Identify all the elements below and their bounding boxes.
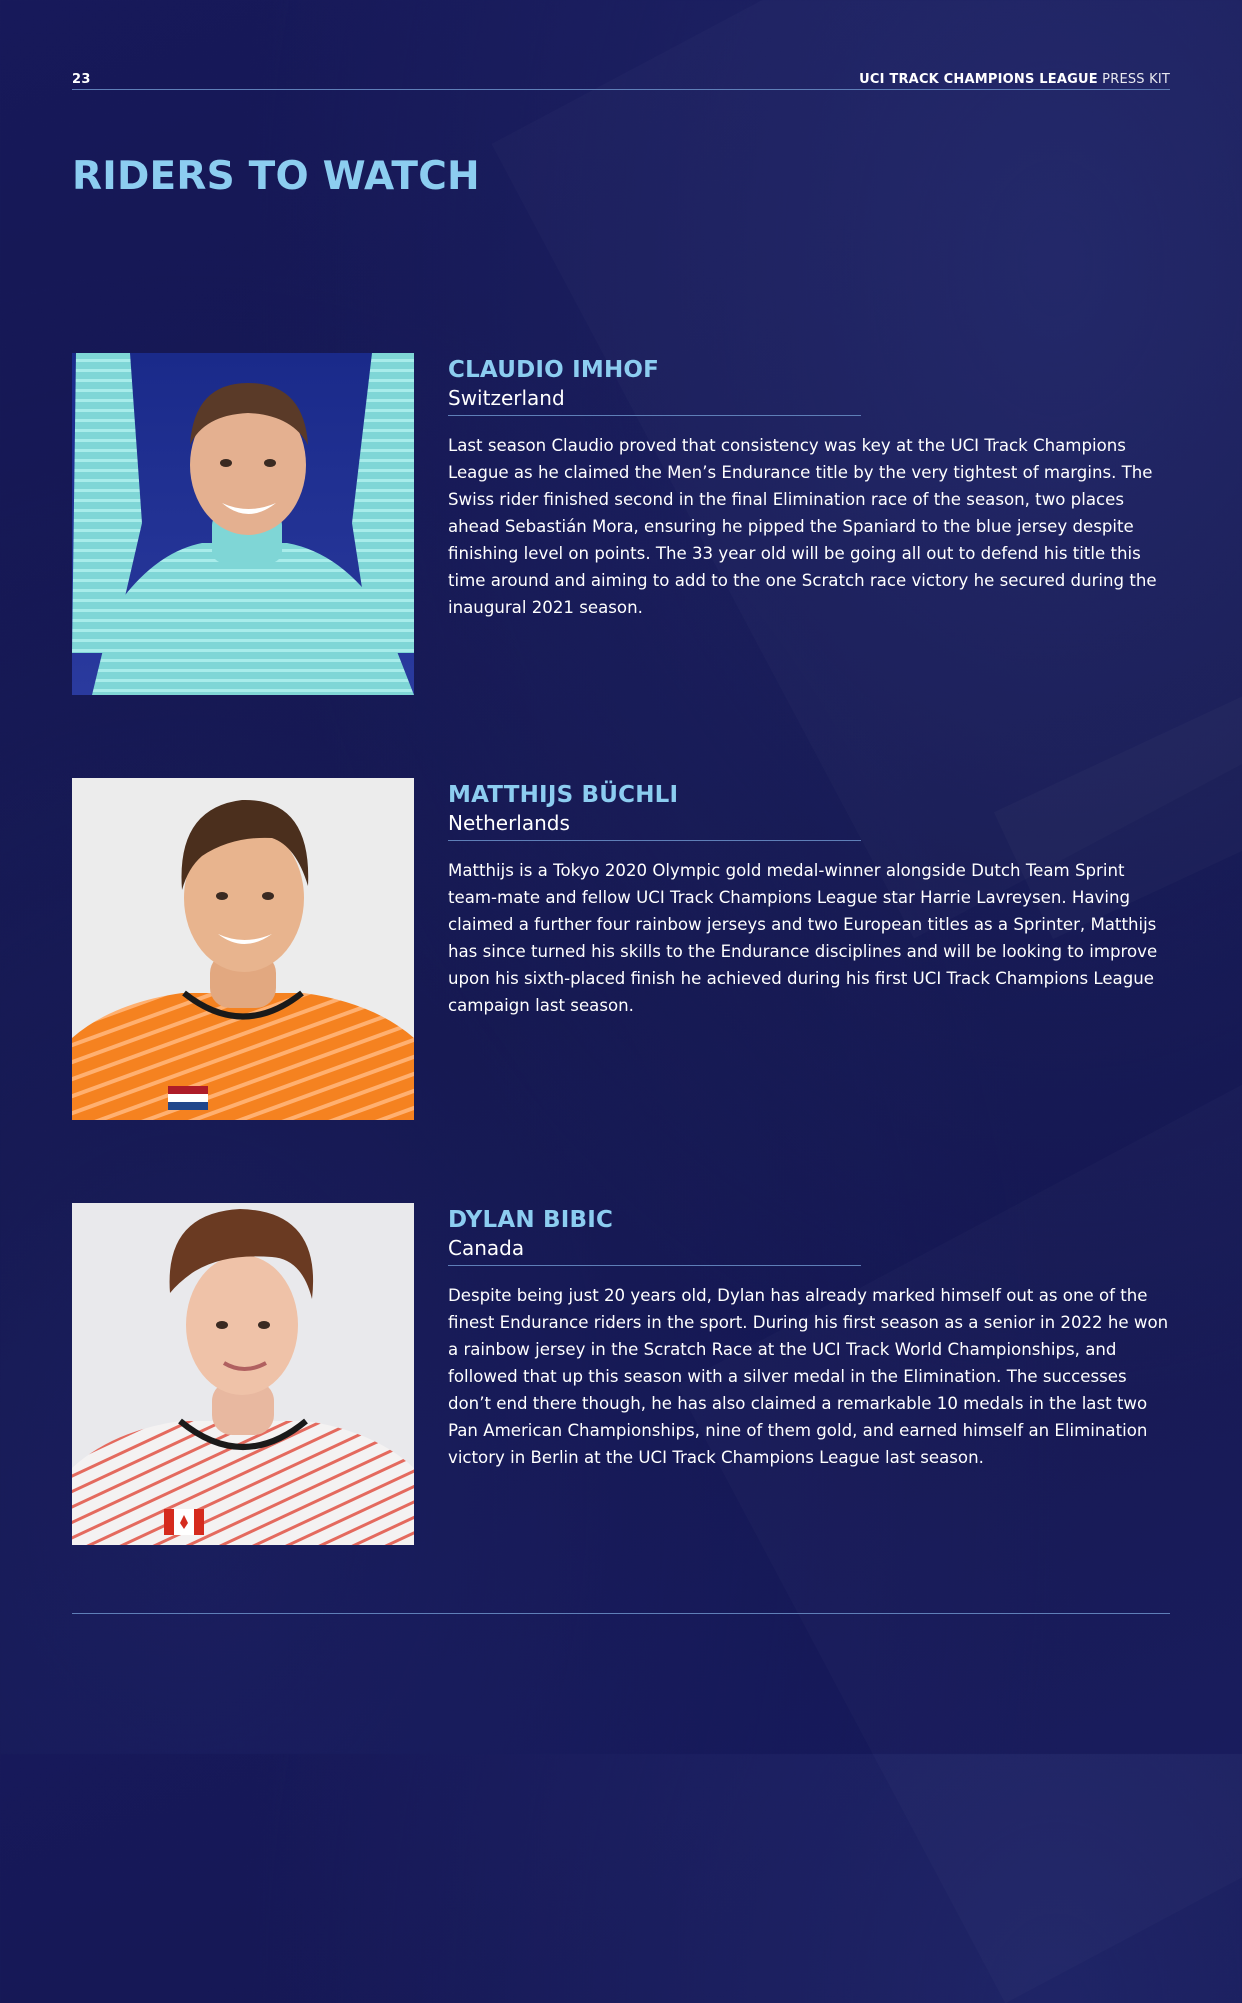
- publication-title-strong: UCI TRACK CHAMPIONS LEAGUE: [859, 72, 1098, 87]
- rider-divider: [448, 840, 861, 841]
- rider-name: MATTHIJS BÜCHLI: [448, 782, 679, 808]
- rider-country: Netherlands: [448, 811, 570, 835]
- page-title: RIDERS TO WATCH: [72, 154, 480, 199]
- rider-country: Canada: [448, 1236, 525, 1260]
- rider-card: [72, 353, 1170, 695]
- rider-bio: Despite being just 20 years old, Dylan has already marked himself out as one of the finest Endurance riders in the sport. During his first season as a senior in 2022 he won a rainbow jersey in the Scratch Race at the UCI Track World Championships, and followed that up this season with a silver medal in the Elimination. The successes don’t end there though, he has also claimed a remarkable 10 medals in the last two Pan American Championships, nine of them gold, and earned himself an Elimination victory in Berlin at the UCI Track Champions League last season.: [448, 1286, 1169, 1467]
- rider-photo: [72, 778, 414, 1120]
- rider-bio: Matthijs is a Tokyo 2020 Olympic gold medal-winner alongside Dutch Team Sprint team-mate and fellow UCI Track Champions League star Harrie Lavreysen. Having claimed a further four rainbow jerseys and two European titles as a Sprinter, Matthijs has since turned his skills to the Endurance disciplines and will be looking to improve upon his sixth-placed finish he achieved during his first UCI Track Champions League campaign last season.: [448, 861, 1158, 1015]
- rider-photo: [72, 353, 414, 695]
- rider-info: [448, 1203, 1170, 1471]
- rider-bio: Last season Claudio proved that consistency was key at the UCI Track Champions League as he claimed the Men’s Endurance title by the very tightest of margins. The Swiss rider finished second in the final Elimination race of the season, two places ahead Sebastián Mora, ensuring he pipped the Spaniard to the blue jersey despite finishing level on points. The 33 year old will be going all out to defend his title this time around and aiming to add to the one Scratch race victory he secured during the inaugural 2021 season.: [448, 436, 1157, 617]
- rider-photo: [72, 1203, 414, 1545]
- rider-card: [72, 1203, 1170, 1545]
- rider-name: DYLAN BIBIC: [448, 1207, 614, 1233]
- rider-info: [448, 778, 1170, 1019]
- page-header: [72, 72, 1170, 90]
- publication-title-light: PRESS KIT: [1102, 72, 1170, 87]
- rider-info: [448, 353, 1170, 621]
- rider-name: CLAUDIO IMHOF: [448, 357, 660, 383]
- header-divider: [72, 89, 1170, 90]
- rider-card: [72, 778, 1170, 1120]
- rider-country: Switzerland: [448, 386, 565, 410]
- page-number: 23: [72, 72, 91, 87]
- publication-title: [859, 72, 1170, 87]
- footer-divider: [72, 1613, 1170, 1614]
- rider-divider: [448, 1265, 861, 1266]
- rider-divider: [448, 415, 861, 416]
